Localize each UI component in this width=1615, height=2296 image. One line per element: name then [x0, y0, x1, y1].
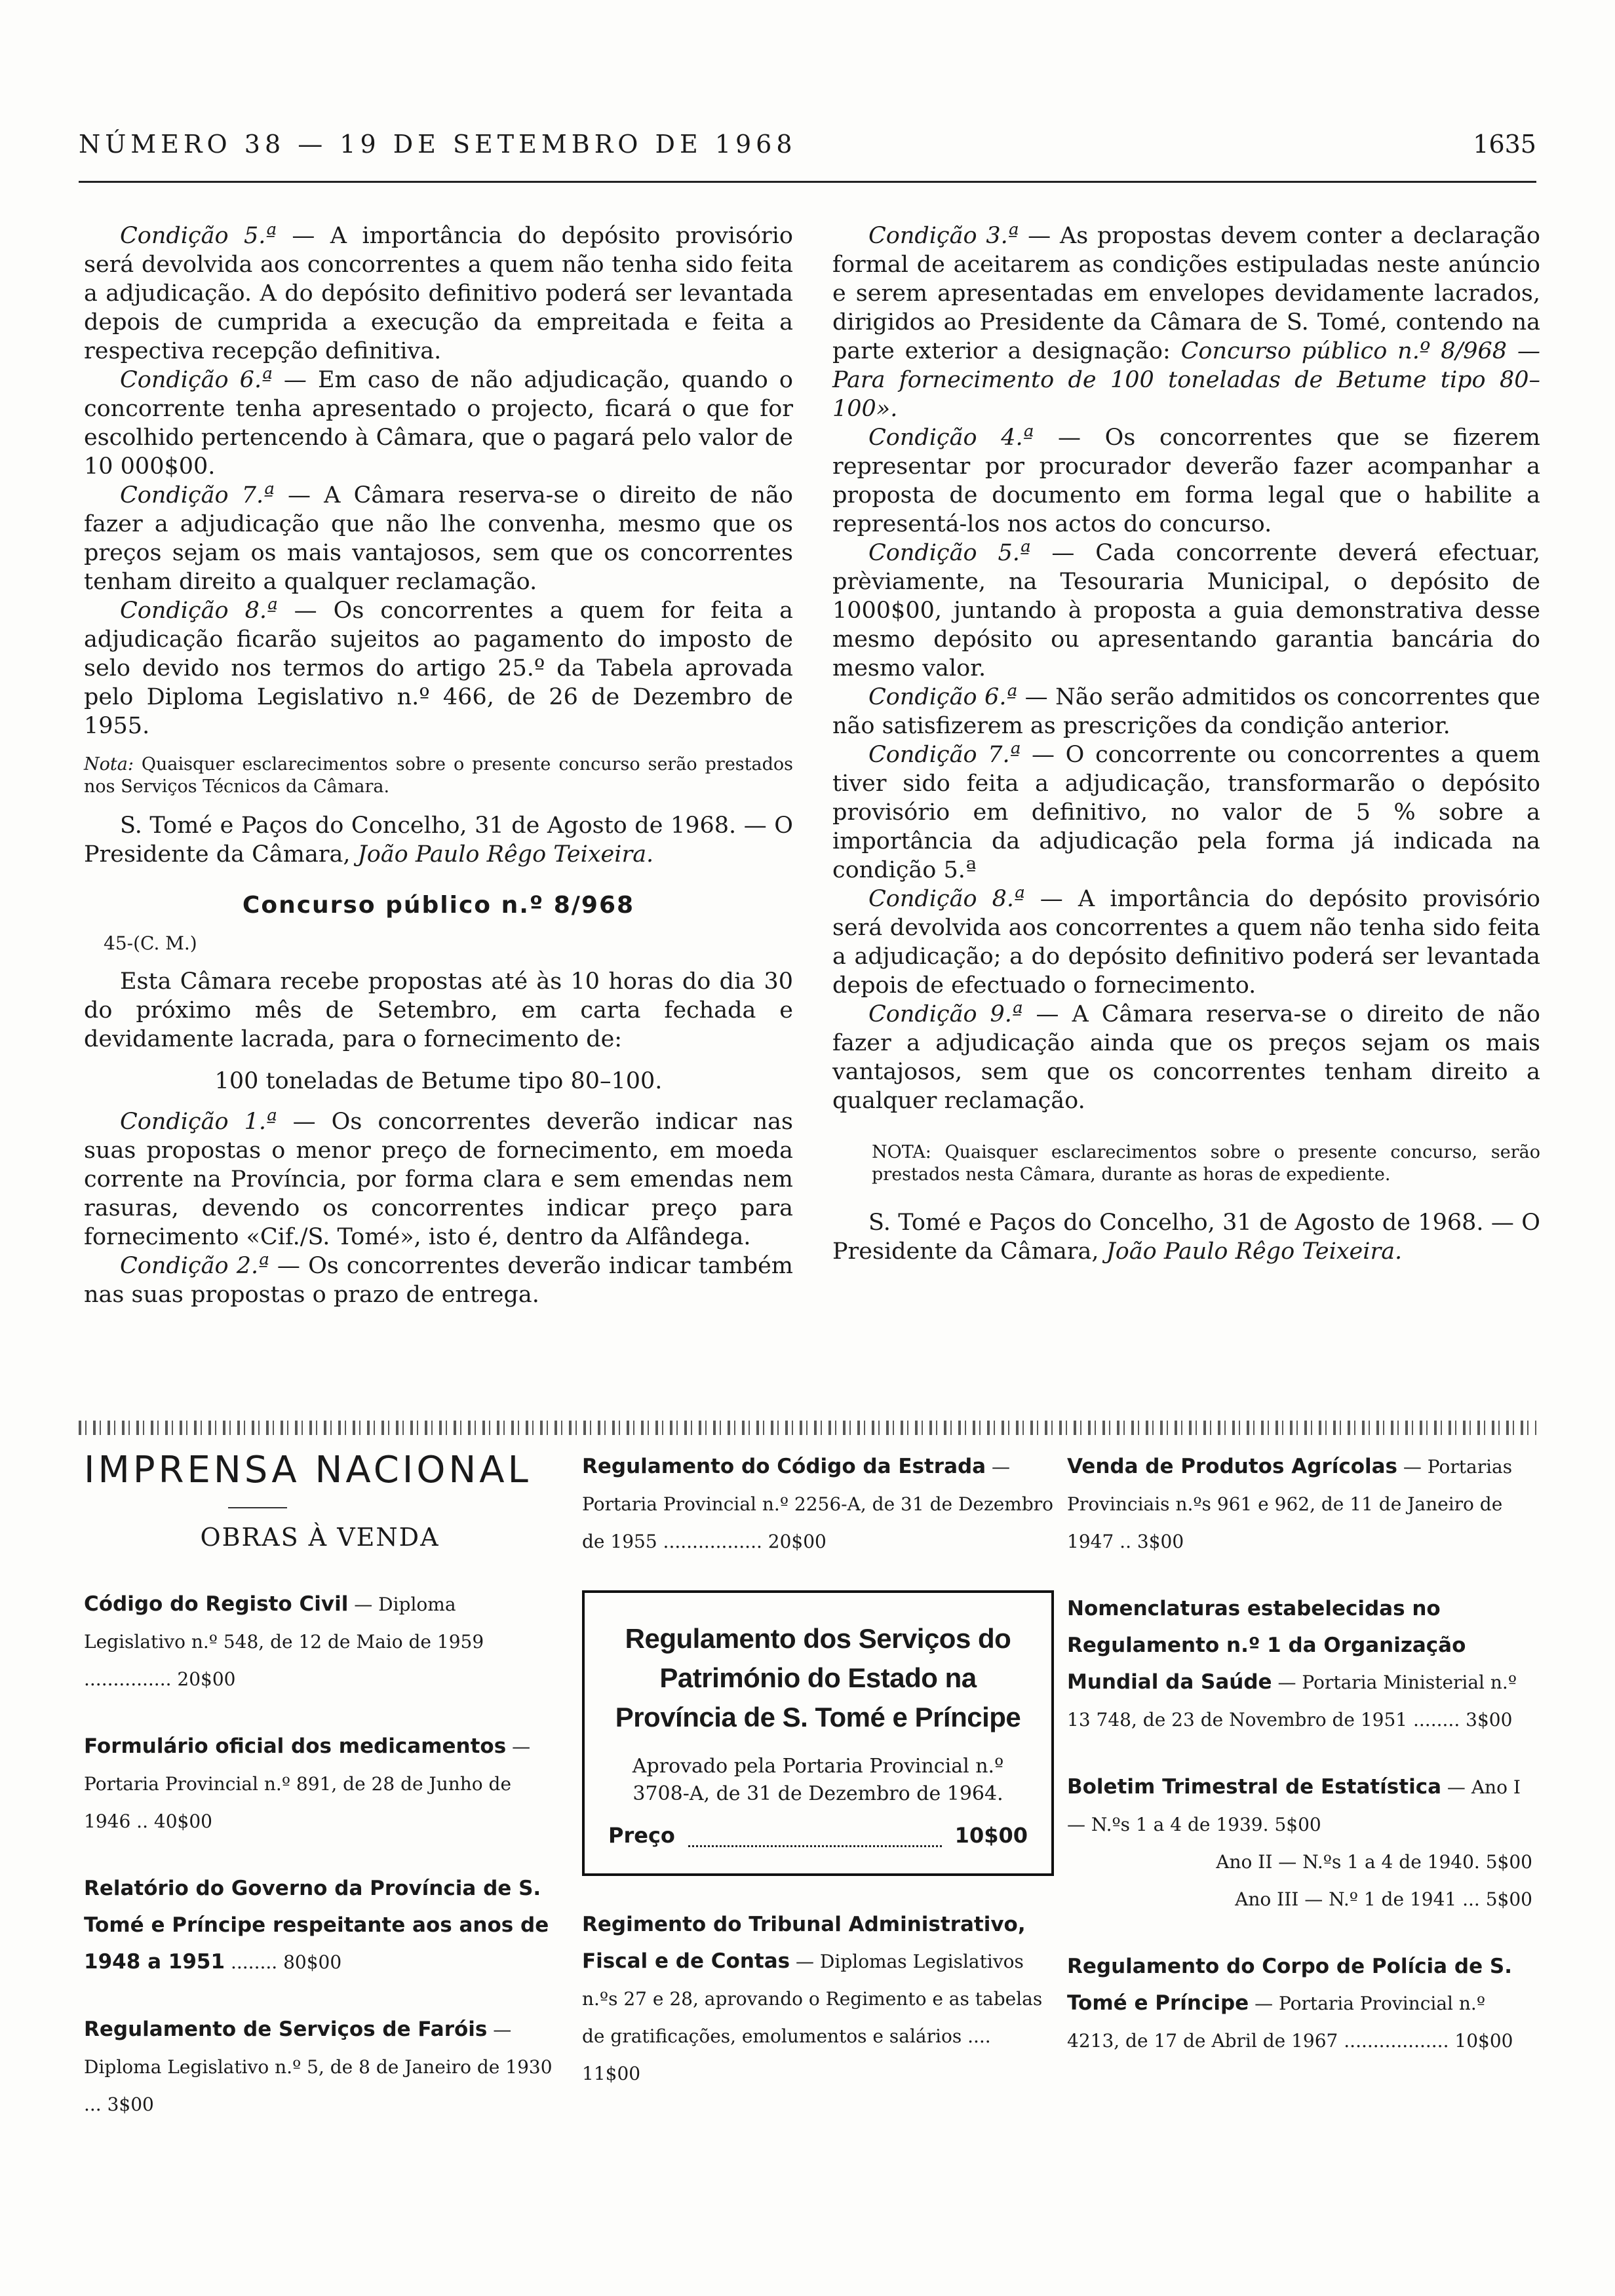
featured-box — [582, 1590, 1054, 1876]
note: Nota: Quaisquer esclarecimentos sobre o presente concurso serão prestados nos Serviços Técnicos da Câmara. — [84, 754, 793, 797]
catalog-item: Venda de Produtos Agrícolas — Portarias Provinciais n.ºs 961 e 962, de 11 de Janeiro de 1947 .. 3$00 — [1067, 1455, 1513, 1552]
catalog-item: Regimento do Tribunal Administrativo, Fiscal e de Contas — Diplomas Legislativos n.ºs 27 e 28, aprovando o Regimento e as tabelas de gratificações, emolumentos e salários .... 11$00 — [582, 1913, 1043, 2084]
paragraph: Condição 7.ª — O concorrente ou concorrentes a quem tiver sido feita a adjudicação, transformarão o depósito provisório em definitivo, no valor de 5 % sobre a importância da adjudicação pela forma já indicada na condição 5.ª — [832, 742, 1540, 883]
catalog-column-2 — [582, 1448, 1054, 2122]
note: NOTA: Quaisquer esclarecimentos sobre o presente concurso, serão prestados nesta Câmara, durante as horas de expediente. — [872, 1142, 1540, 1185]
paragraph: Condição 1.ª — Os concorrentes deverão indicar nas suas propostas o menor preço de fornecimento, em moeda corrente na Província, por forma clara e sem emendas nem rasuras, devendo os concorrentes indicar preço para fornecimento «Cif./S. Tomé», isto é, dentro da Alfândega. — [84, 1109, 793, 1250]
paragraph: Condição 6.ª — Em caso de não adjudicação, quando o concorrente tenha apresentado o projecto, ficará o que for escolhido pertencendo à Câmara, que o pagará pelo valor de 10 000$00. — [84, 367, 793, 480]
imprensa-nacional-heading: IMPRENSA NACIONAL — [84, 1449, 532, 1491]
paragraph: Condição 2.ª — Os concorrentes deverão indicar também nas suas propostas o prazo de entrega. — [84, 1253, 793, 1308]
paragraph: Condição 4.ª — Os concorrentes que se fizerem representar por procurador deverão fazer acompanhar a proposta de documento em forma legal que o habilite a representá-los nos actos do concurso. — [832, 425, 1540, 537]
catalog-item: Regulamento do Corpo de Polícia de S. Tomé e Príncipe — Portaria Provincial n.º 4213, de 17 de Abril de 1967 .................. 10$00 — [1067, 1955, 1513, 2052]
page-number: 1635 — [1473, 130, 1536, 159]
catalog-column-3 — [1067, 1448, 1532, 2090]
page-header — [79, 130, 1536, 169]
catalog-column-1 — [84, 1448, 556, 2153]
catalog-item: Nomenclaturas estabelecidas no Regulamento n.º 1 da Organização Mundial da Saúde — Portaria Ministerial n.º 13 748, de 23 de Novembro de 1951 ........ 3$00 — [1067, 1597, 1517, 1731]
right-column — [832, 221, 1540, 1266]
signature: S. Tomé e Paços do Concelho, 31 de Agosto de 1968. — O Presidente da Câmara, João Paulo Rêgo Teixeira. — [832, 1210, 1540, 1265]
signature: S. Tomé e Paços do Concelho, 31 de Agosto de 1968. — O Presidente da Câmara, João Paulo Rêgo Teixeira. — [84, 813, 793, 868]
catalog-item: Regulamento de Serviços de Faróis — Diploma Legislativo n.º 5, de 8 de Janeiro de 1930 ... 3$00 — [84, 2018, 553, 2115]
supply-item: 100 toneladas de Betume tipo 80–100. — [214, 1068, 663, 1094]
featured-title: Regulamento dos Serviços do Património do Estado na Província de S. Tomé e Príncipe — [615, 1623, 1021, 1732]
issue-title: NÚMERO 38 — 19 DE SETEMBRO DE 1968 — [79, 130, 797, 159]
featured-price: Preço 10$00 — [608, 1817, 1028, 1854]
paragraph: Condição 8.ª — A importância do depósito provisório será devolvida aos concorrentes a quem não tenha sido feita a adjudicação; a do depósito definitivo poderá ser levantada depois de efectuado o fornecimento. — [832, 886, 1540, 999]
paragraph: Condição 8.ª — Os concorrentes a quem for feita a adjudicação ficarão sujeitos ao pagamento do imposto de selo devido nos termos do artigo 25.º da Tabela aprovada pelo Diploma Legislativo n.º 466, de 26 de Dezembro de 1955. — [84, 598, 793, 739]
catalog-item: Boletim Trimestral de Estatística — Ano I — N.ºs 1 a 4 de 1939. 5$00 Ano II — N.ºs 1 a 4 de 1940. 5$00 Ano III — N.º 1 de 1941 ... 5$00 — [1067, 1769, 1532, 1918]
divider — [228, 1507, 287, 1508]
featured-desc: Aprovado pela Portaria Provincial n.º 3708-A, de 31 de Dezembro de 1964. — [632, 1755, 1004, 1805]
concurso-title: Concurso público n.º 8/968 — [242, 892, 635, 919]
concurso-ref: 45-(C. M.) — [104, 932, 197, 954]
catalog-item: Regulamento do Código da Estrada — Portaria Provincial n.º 2256-A, de 31 de Dezembro de 1955 ................. 20$00 — [582, 1455, 1054, 1552]
paragraph: Esta Câmara recebe propostas até às 10 horas do dia 30 do próximo mês de Setembro, em carta fechada e devidamente lacrada, para o fornecimento de: — [84, 968, 793, 1052]
boletim-row: Ano II — N.ºs 1 a 4 de 1940. 5$00 — [1216, 1851, 1532, 1873]
boletim-row: Ano III — N.º 1 de 1941 ... 5$00 — [1235, 1888, 1532, 1910]
paragraph: Condição 6.ª — Não serão admitidos os concorrentes que não satisfizerem as prescrições da condição anterior. — [832, 684, 1540, 739]
paragraph: Condição 7.ª — A Câmara reserva-se o direito de não fazer a adjudicação que não lhe convenha, mesmo que os preços sejam os mais vantajosos, sem que os concorrentes tenham direito a qualquer reclamação. — [84, 482, 793, 595]
catalog-item: Código do Registo Civil — Diploma Legislativo n.º 548, de 12 de Maio de 1959 ............... 20$00 — [84, 1592, 484, 1690]
paragraph: Condição 5.ª — A importância do depósito provisório será devolvida aos concorrentes a quem não tenha sido feita a adjudicação. A do depósito definitivo poderá ser levantada depois de cumprida a execução da empreitada e feita a respectiva recepção definitiva. — [84, 223, 793, 364]
obras-heading: OBRAS À VENDA — [200, 1523, 440, 1552]
catalog-item: Formulário oficial dos medicamentos — Portaria Provincial n.º 891, de 28 de Junho de 1946 .. 40$00 — [84, 1734, 531, 1832]
catalog-item: Relatório do Governo da Província de S. Tomé e Príncipe respeitante aos anos de 1948 a 1951 ........ 80$00 — [84, 1877, 549, 1974]
paragraph: Condição 3.ª — As propostas devem conter a declaração formal de aceitarem as condições estipuladas neste anúncio e serem apresentadas em envelopes devidamente lacrados, dirigidos ao Presidente da Câmara de S. Tomé, contendo na parte exterior a designação: Concurso público n.º 8/968 — Para fornecimento de 100 toneladas de Betume tipo 80–100». — [832, 223, 1540, 422]
left-column — [84, 221, 793, 1309]
ornament-divider — [79, 1421, 1536, 1435]
paragraph: Condição 9.ª — A Câmara reserva-se o direito de não fazer a adjudicação ainda que os preços sejam os mais vantajosos, sem que os concorrentes tenham direito a qualquer reclamação. — [832, 1001, 1540, 1114]
paragraph: Condição 5.ª — Cada concorrente deverá efectuar, prèviamente, na Tesouraria Municipal, o depósito de 1000$00, juntando à proposta a guia demonstrativa desse mesmo depósito ou apresentando garantia bancária do mesmo valor. — [832, 540, 1540, 681]
header-rule — [79, 181, 1536, 183]
